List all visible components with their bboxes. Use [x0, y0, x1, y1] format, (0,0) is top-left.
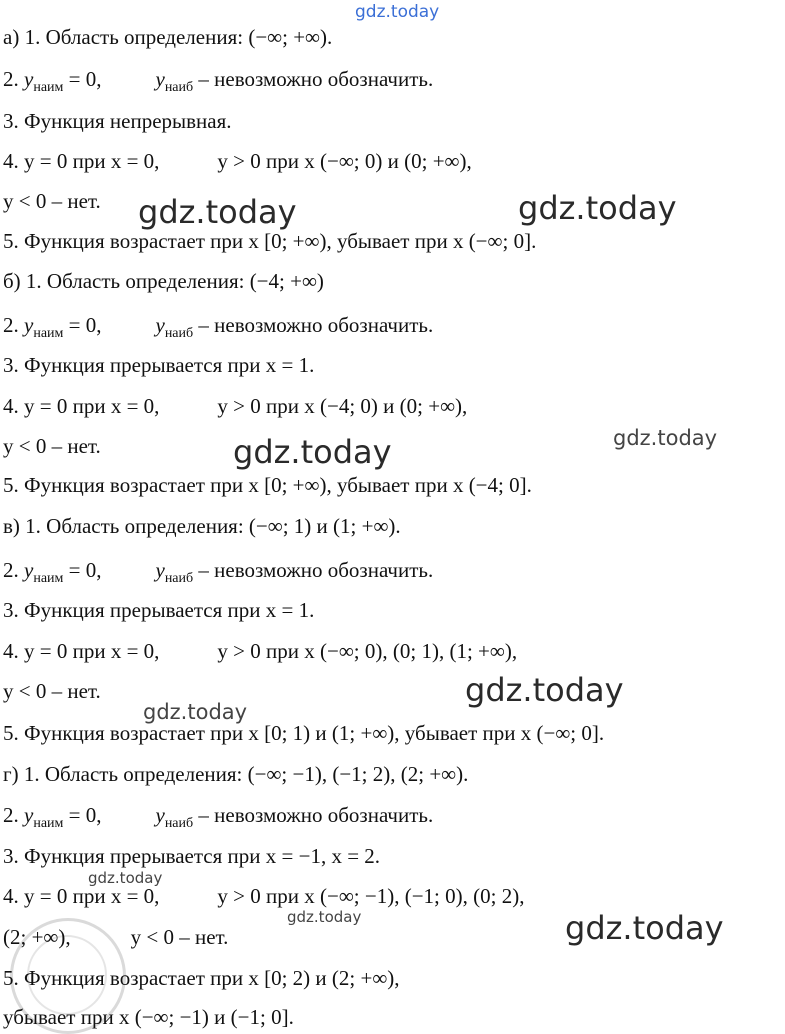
- watermark-5: gdz.today: [465, 671, 624, 709]
- text: y > 0 при x (−∞; 0), (0; 1), (1; +∞),: [217, 639, 518, 663]
- var-y: y: [155, 67, 165, 91]
- sub-max: наиб: [164, 80, 194, 95]
- text: = 0,: [63, 558, 102, 582]
- watermark-7: gdz.today: [88, 869, 163, 887]
- watermark-4: gdz.today: [613, 426, 718, 450]
- var-y: y: [24, 803, 34, 827]
- line-a3: 3. Функция непрерывная.: [3, 109, 232, 133]
- watermark-1: gdz.today: [138, 193, 297, 231]
- watermark-6: gdz.today: [143, 700, 248, 724]
- line-b4: [3, 393, 467, 419]
- text: y < 0 – нет.: [130, 925, 229, 949]
- line-g4: [3, 883, 524, 909]
- line-g2: [3, 802, 434, 831]
- var-y: y: [24, 313, 34, 337]
- line-b4b: y < 0 – нет.: [3, 434, 101, 458]
- line-v4b: y < 0 – нет.: [3, 679, 101, 703]
- watermark-top: gdz.today: [355, 2, 440, 22]
- line-b2: [3, 312, 434, 341]
- text: 2.: [3, 67, 24, 91]
- text: 2.: [3, 558, 24, 582]
- text: y > 0 при x (−∞; −1), (−1; 0), (0; 2),: [217, 884, 525, 908]
- text: 4. y = 0 при x = 0,: [3, 394, 160, 418]
- line-b1: б) 1. Область определения: (−4; +∞): [3, 269, 324, 293]
- line-g4b: [3, 924, 228, 950]
- line-a5: 5. Функция возрастает при x [0; +∞), убывает при x (−∞; 0].: [3, 229, 537, 253]
- text: = 0,: [63, 803, 102, 827]
- line-a2: [3, 66, 434, 95]
- line-b3: 3. Функция прерывается при x = 1.: [3, 353, 315, 377]
- sub-min: наим: [33, 816, 64, 831]
- var-y: y: [24, 67, 34, 91]
- watermark-9: gdz.today: [565, 909, 724, 947]
- text: 4. y = 0 при x = 0,: [3, 149, 160, 173]
- text: – невозможно обозначить.: [193, 313, 434, 337]
- text: 4. y = 0 при x = 0,: [3, 639, 160, 663]
- line-a4b: y < 0 – нет.: [3, 189, 101, 213]
- text: = 0,: [63, 67, 102, 91]
- text: – невозможно обозначить.: [193, 558, 434, 582]
- var-y: y: [155, 803, 165, 827]
- line-a4: [3, 148, 472, 174]
- sub-max: наиб: [164, 571, 194, 586]
- line-b5: 5. Функция возрастает при x [0; +∞), убывает при x (−4; 0].: [3, 473, 532, 497]
- text: – невозможно обозначить.: [193, 67, 434, 91]
- line-g1: г) 1. Область определения: (−∞; −1), (−1; 2), (2; +∞).: [3, 762, 469, 786]
- var-y: y: [155, 313, 165, 337]
- line-v4: [3, 638, 517, 664]
- line-g5b: убывает при x (−∞; −1) и (−1; 0].: [3, 1005, 294, 1029]
- sub-max: наиб: [164, 326, 194, 341]
- watermark-3: gdz.today: [233, 433, 392, 471]
- line-g5: 5. Функция возрастает при x [0; 2) и (2; +∞),: [3, 966, 400, 990]
- line-v3: 3. Функция прерывается при x = 1.: [3, 598, 315, 622]
- text: – невозможно обозначить.: [193, 803, 434, 827]
- line-a1: а) 1. Область определения: (−∞; +∞).: [3, 25, 333, 49]
- sub-min: наим: [33, 80, 64, 95]
- sub-max: наиб: [164, 816, 194, 831]
- sub-min: наим: [33, 571, 64, 586]
- line-v1: в) 1. Область определения: (−∞; 1) и (1; +∞).: [3, 514, 401, 538]
- watermark-2: gdz.today: [518, 189, 677, 227]
- text: y > 0 при x (−∞; 0) и (0; +∞),: [217, 149, 472, 173]
- line-v5: 5. Функция возрастает при x [0; 1) и (1; +∞), убывает при x (−∞; 0].: [3, 721, 605, 745]
- text: y > 0 при x (−4; 0) и (0; +∞),: [217, 394, 468, 418]
- text: 4. y = 0 при x = 0,: [3, 884, 160, 908]
- text: (2; +∞),: [3, 925, 71, 949]
- text: 2.: [3, 803, 24, 827]
- sub-min: наим: [33, 326, 64, 341]
- var-y: y: [155, 558, 165, 582]
- watermark-8: gdz.today: [287, 908, 362, 926]
- line-v2: [3, 557, 434, 586]
- text: = 0,: [63, 313, 102, 337]
- var-y: y: [24, 558, 34, 582]
- text: 2.: [3, 313, 24, 337]
- line-g3: 3. Функция прерывается при x = −1, x = 2.: [3, 844, 381, 868]
